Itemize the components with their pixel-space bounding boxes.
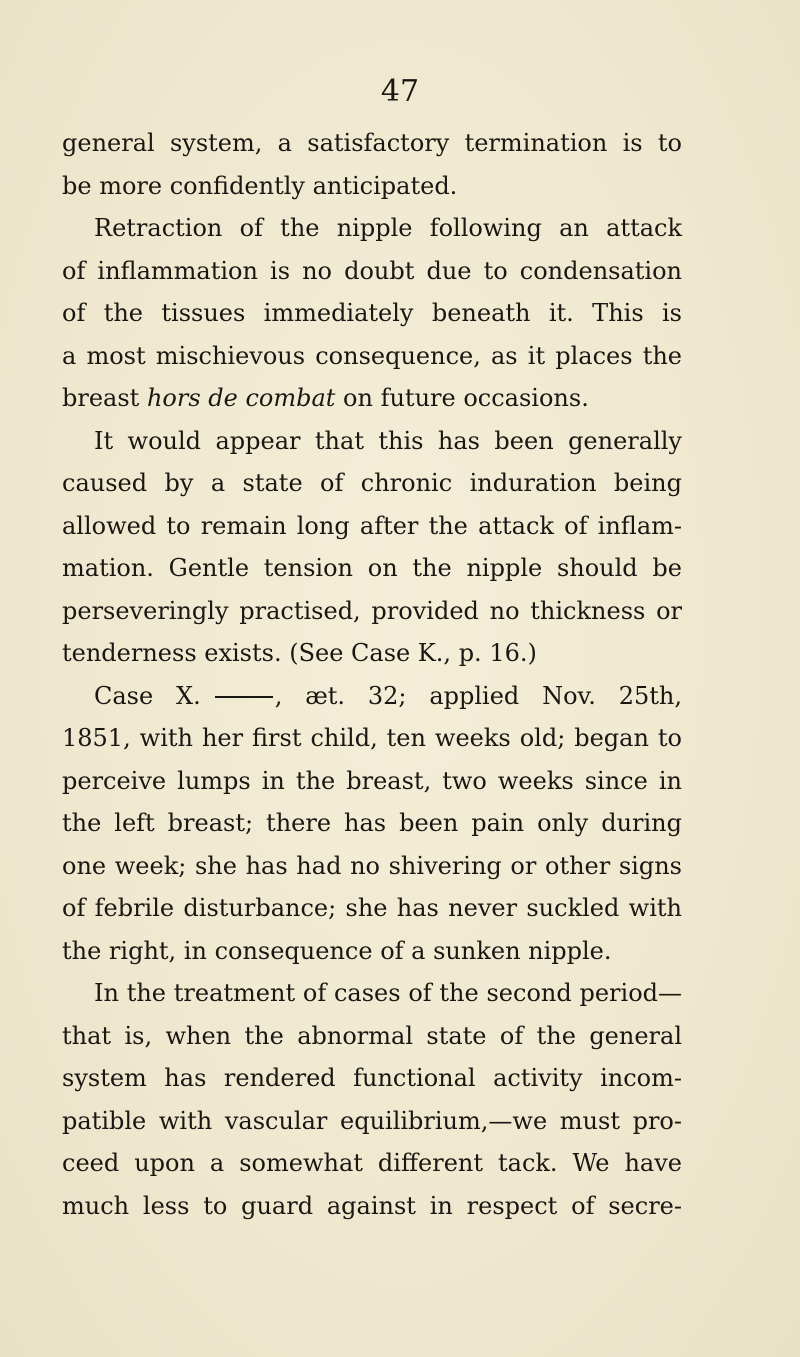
text-line: the right, in consequence of a sunken nipple.: [62, 936, 612, 965]
paragraph-start-line: Retraction of the nipple following an attack: [94, 214, 682, 242]
text-line: system has rendered functional activity incom-: [62, 1064, 682, 1092]
text-line: mation. Gentle tension on the nipple should be: [62, 554, 682, 582]
italic-phrase: hors de combat: [146, 384, 336, 412]
text-line: general system, a satisfactory termination is to: [62, 129, 682, 157]
paragraph-start-line: It would appear that this has been generally: [94, 426, 682, 455]
page-number: 47: [380, 74, 420, 109]
paragraph-start-line: In the treatment of cases of the second period—: [94, 979, 682, 1007]
text-line: 1851, with her first child, ten weeks old; began to: [62, 724, 682, 752]
text-line: be more confidently anticipated.: [62, 171, 458, 200]
text-line: perceive lumps in the breast, two weeks since in: [62, 766, 682, 795]
text-line: much less to guard against in respect of secre-: [62, 1191, 682, 1220]
text-line: allowed to remain long after the attack of inflam-: [62, 511, 682, 540]
text-line: the left breast; there has been pain only during: [62, 809, 682, 837]
body-text: [62, 122, 682, 1227]
text-line: caused by a state of chronic induration being: [62, 469, 682, 497]
text-segment: on future occasions.: [335, 384, 589, 412]
text-line: a most mischievous consequence, as it places the: [62, 341, 682, 370]
paragraph-start-line: [62, 675, 682, 718]
text-line: of the tissues immediately beneath it. This is: [62, 299, 682, 327]
text-line: perseveringly practised, provided no thickness or: [62, 596, 682, 625]
text-line: patible with vascular equilibrium,—we must pro-: [62, 1106, 682, 1135]
text-line: of inflammation is no doubt due to condensation: [62, 256, 682, 285]
text-segment: , æt. 32; applied Nov. 25th,: [274, 681, 682, 710]
text-line: [62, 377, 682, 420]
text-line: one week; she has had no shivering or other signs: [62, 851, 682, 880]
text-line: tenderness exists. (See Case K., p. 16.): [62, 639, 537, 667]
text-line: ceed upon a somewhat different tack. We have: [62, 1149, 682, 1177]
omitted-name-dash: [215, 696, 273, 698]
text-line: of febrile disturbance; she has never suckled with: [62, 894, 682, 922]
text-segment: Case X.: [94, 681, 201, 710]
text-segment: breast: [62, 384, 147, 412]
text-line: that is, when the abnormal state of the general: [62, 1021, 682, 1050]
